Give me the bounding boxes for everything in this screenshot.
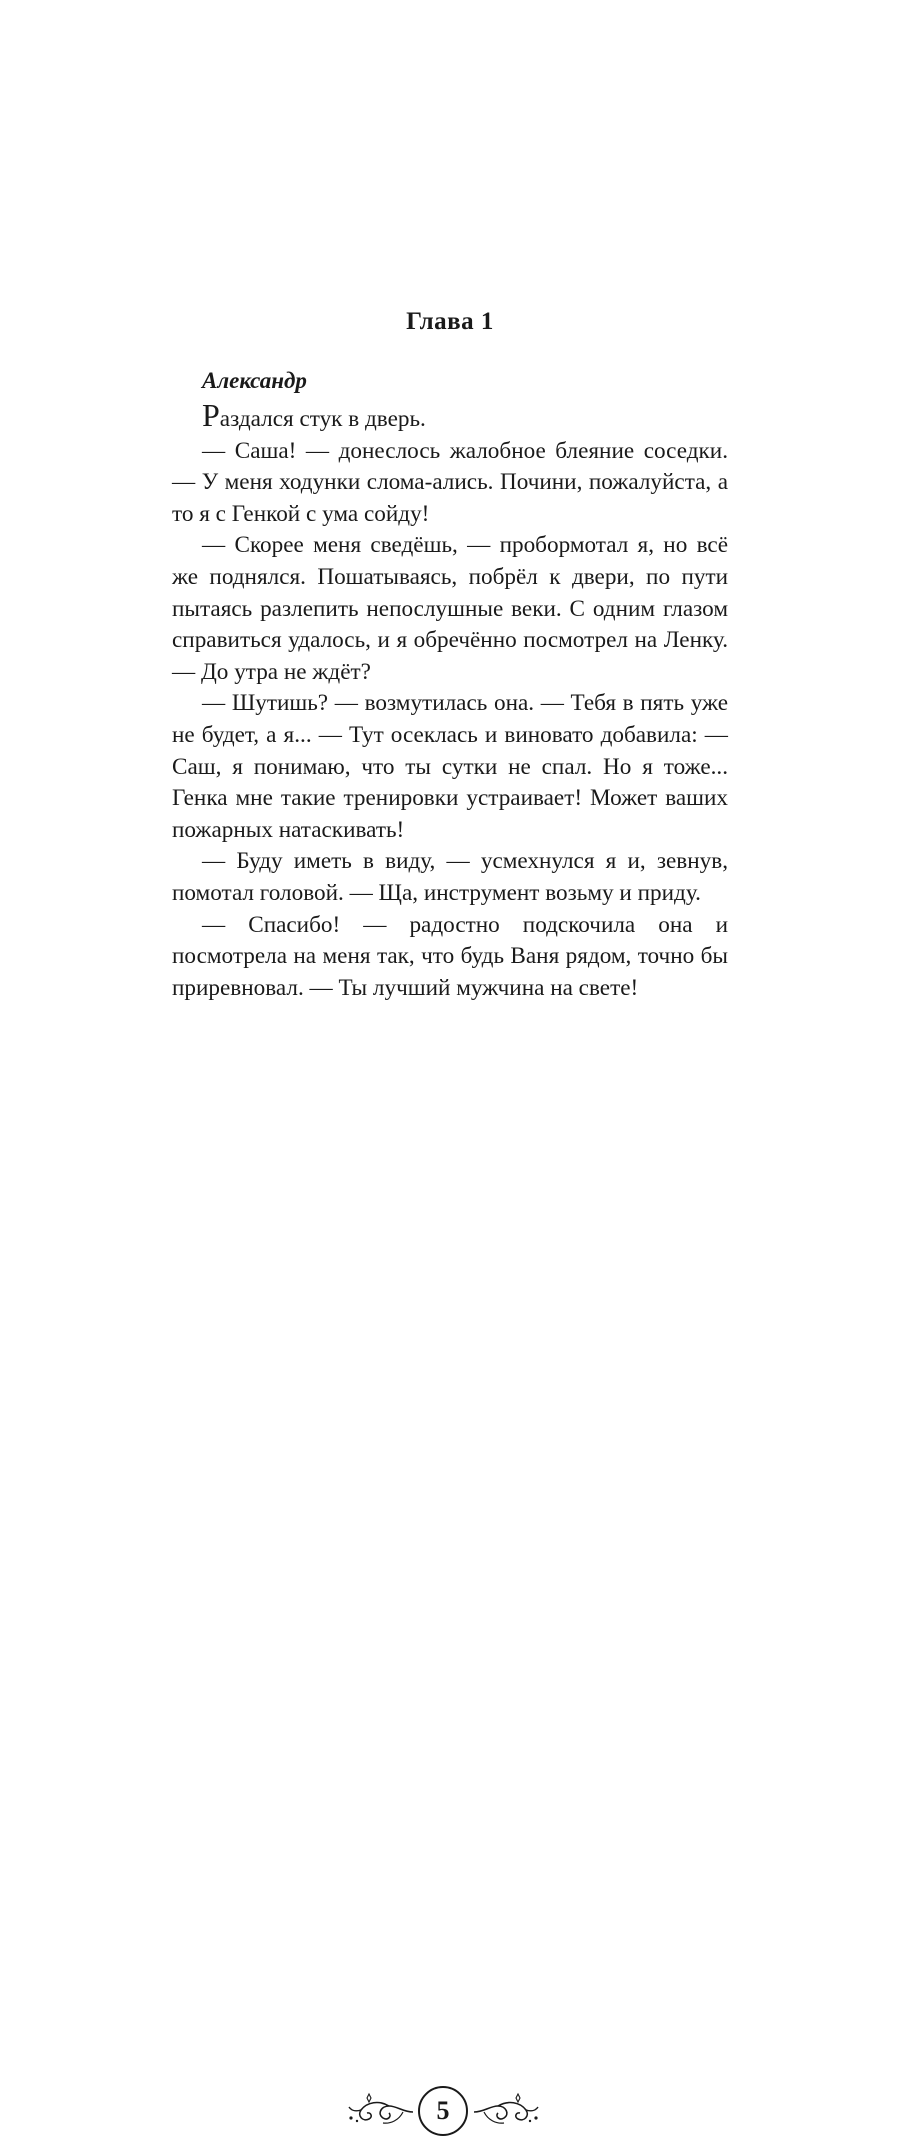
paragraph-4: — Шутишь? — возмутилась она. — Тебя в пять уже не будет, а я... — Тут осеклась и виновато добавила: — Саш, я понимаю, что ты сутки не спал. Но я тоже... Генка мне такие тренировки устраивает! Может ваших пожарных натаскивать! xyxy=(172,690,728,843)
left-ornament-icon xyxy=(345,2092,415,2128)
chapter-text xyxy=(172,365,728,1004)
paragraph-2: — Саша! — донеслось жалобное блеяние соседки. — У меня ходунки слома-ались. Почини, пожалуйста, а то я с Генкой с ума сойду! xyxy=(172,437,728,527)
paragraph-6: — Спасибо! — радостно подскочила она и посмотрела на меня так, что будь Ваня рядом, точно бы приревновал. — Ты лучший мужчина на свете! xyxy=(172,911,728,1001)
chapter-pov-name: Александр xyxy=(202,368,307,393)
paragraph-5: — Буду иметь в виду, — усмехнулся я и, зевнув, помотал головой. — Ща, инструмент возьму и приду. xyxy=(172,848,728,906)
right-ornament-icon xyxy=(472,2092,542,2128)
paragraph-3: — Скорее меня сведёшь, — пробормотал я, но всё же поднялся. Пошатываясь, побрёл к двери, по пути пытаясь разлепить непослушные веки. С одним глазом справиться удалось, и я обречённо посмотрел на Ленку. — До утра не ждёт? xyxy=(172,532,728,685)
page-footer xyxy=(0,1040,900,2125)
chapter-title: Глава 1 xyxy=(406,308,494,335)
paragraph-1-text: аздался стук в дверь. xyxy=(219,406,426,432)
drop-cap: Р xyxy=(202,397,220,433)
page-number: 5 xyxy=(418,2086,468,2136)
paragraph-1 xyxy=(172,397,728,436)
